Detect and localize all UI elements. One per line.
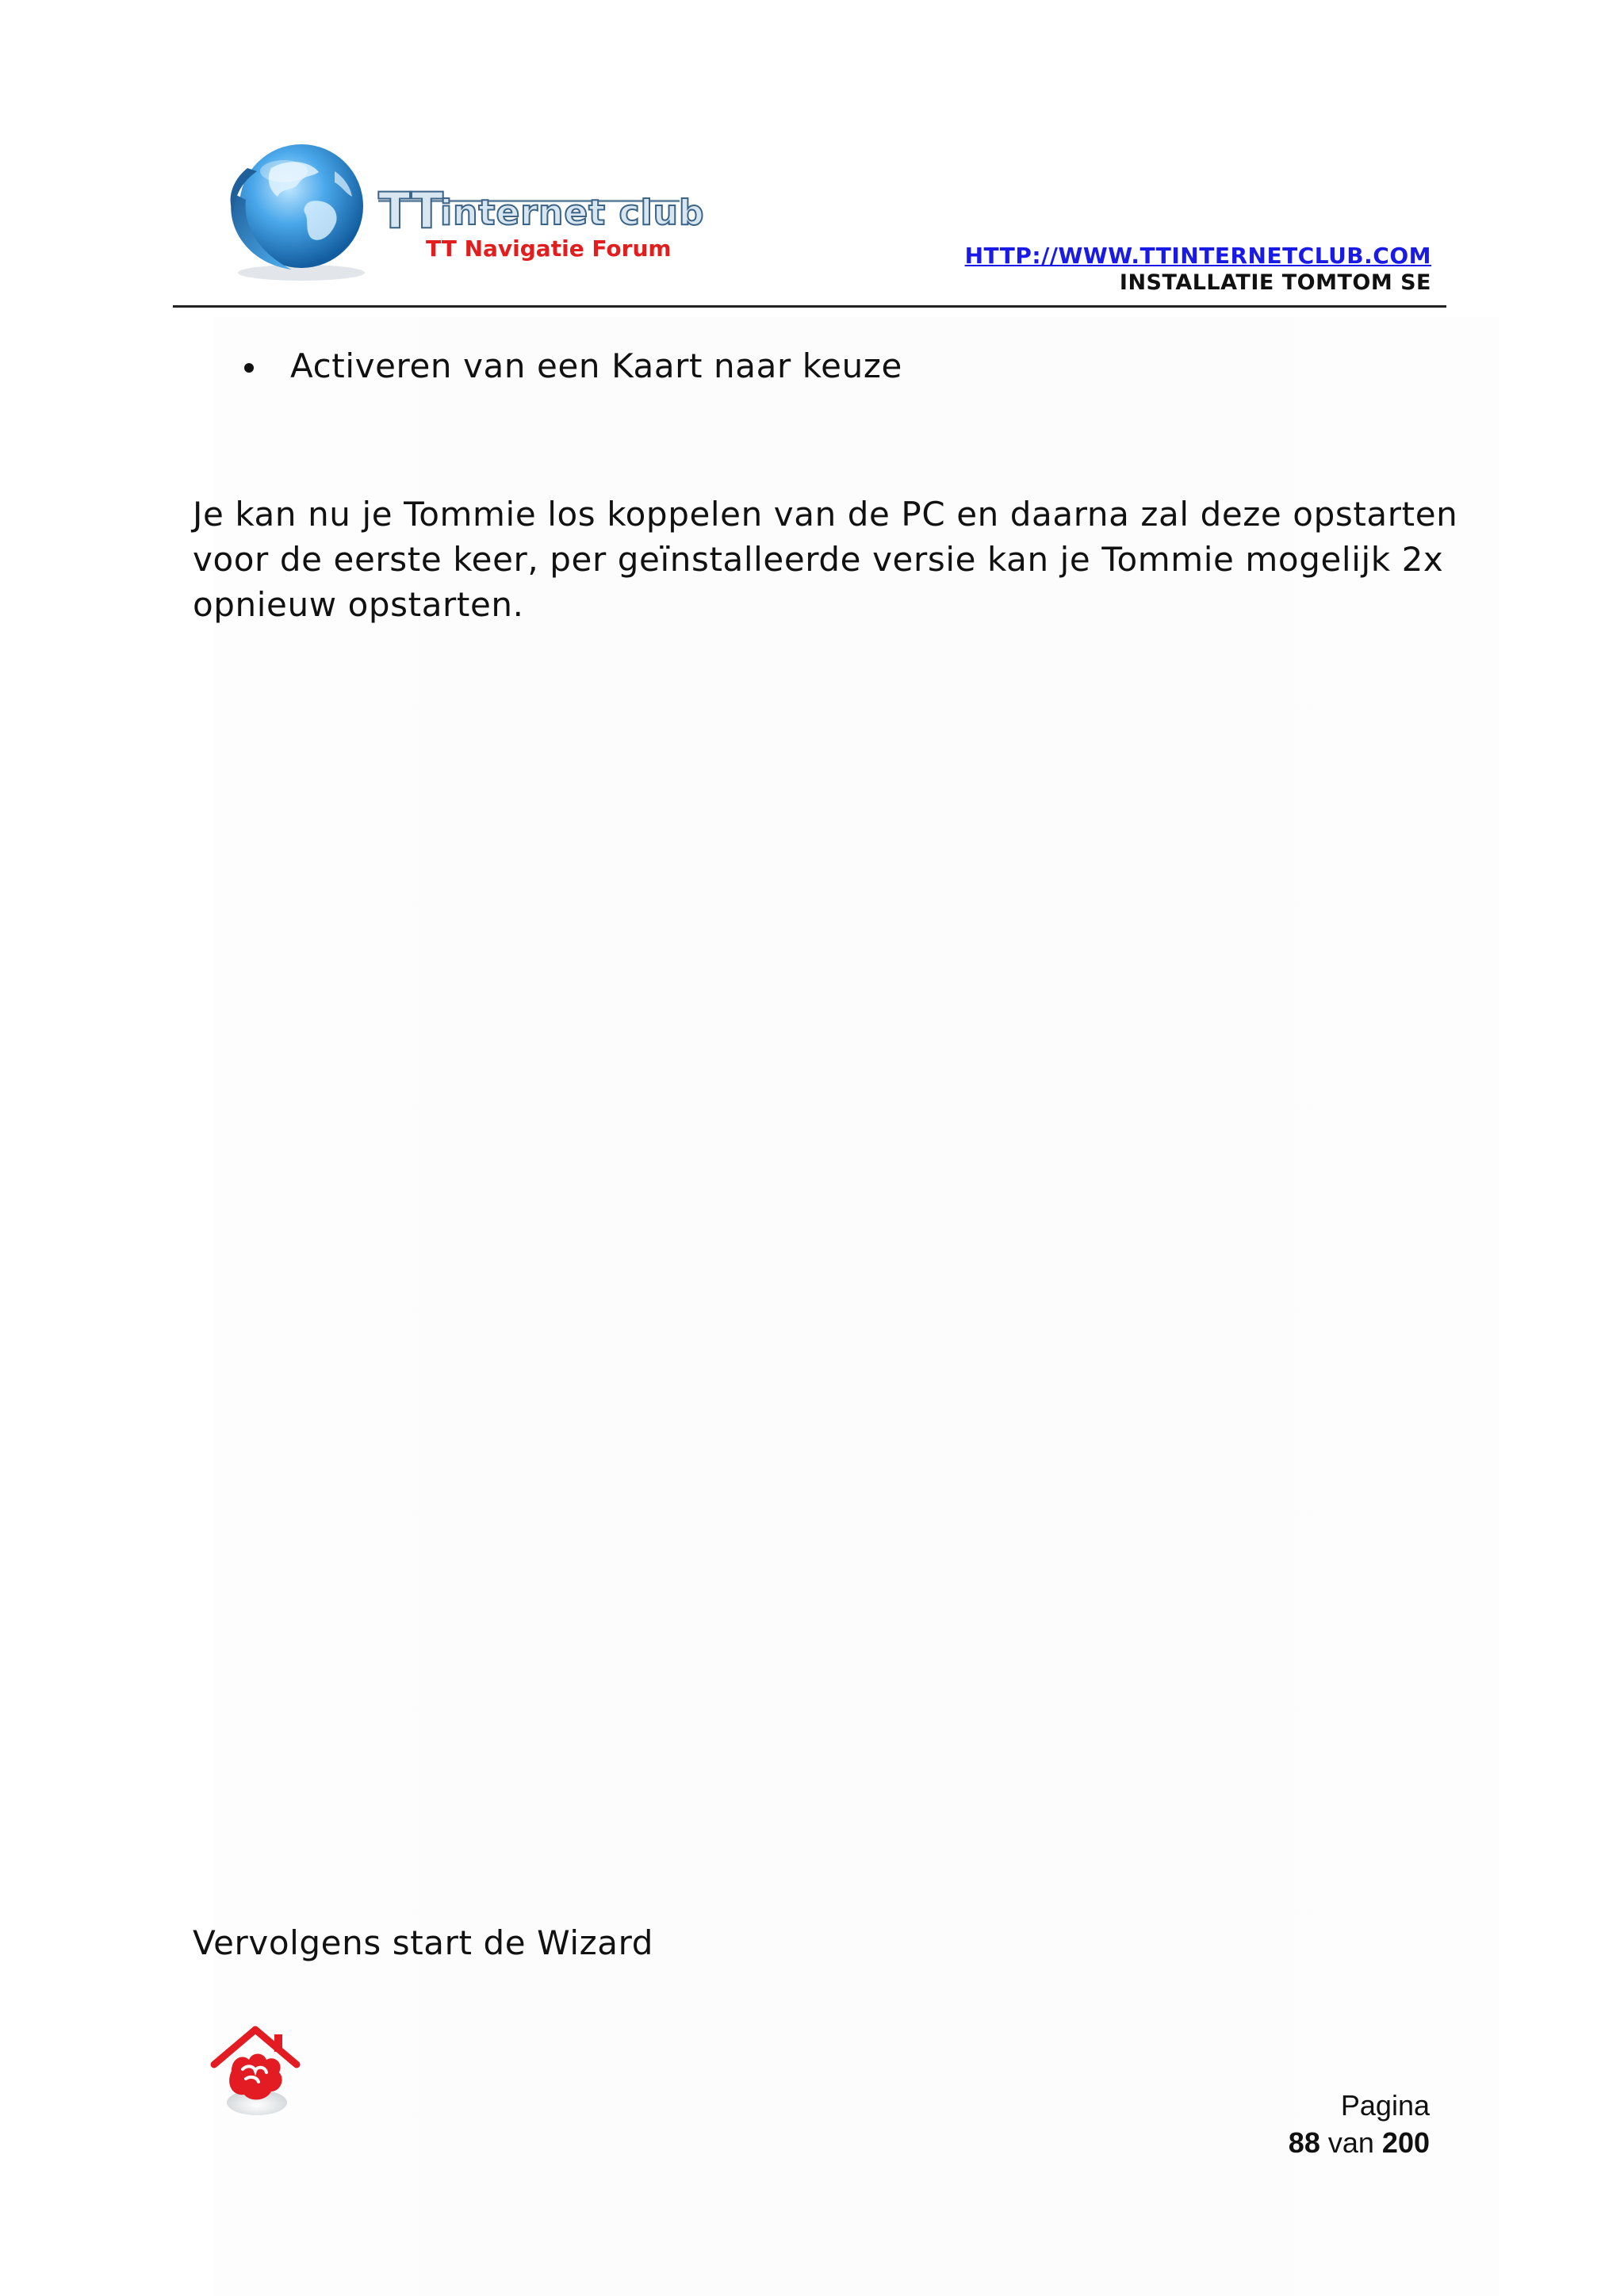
logo-wordmark-rest: internet club [440, 193, 705, 233]
wizard-paragraph: Vervolgens start de Wizard [193, 1923, 654, 1962]
paragraph-line: opnieuw opstarten. [193, 585, 524, 624]
page-current: 88 [1288, 2126, 1320, 2159]
logo-wordmark [378, 182, 705, 239]
site-url-link[interactable]: HTTP://WWW.TTINTERNETCLUB.COM [964, 243, 1431, 269]
tomtom-home-icon [208, 2023, 303, 2120]
paragraph-line: Je kan nu je Tommie los koppelen van de PC en daarna zal deze opstarten [193, 495, 1458, 534]
page-count [1289, 2126, 1430, 2159]
bullet-item [238, 342, 902, 390]
bullet-dot-icon [244, 363, 254, 373]
document-title: INSTALLATIE TOMTOM SE [1119, 270, 1431, 295]
bullet-list [238, 342, 902, 390]
header-divider [173, 305, 1446, 308]
page-header-right [965, 243, 1431, 297]
globe-icon [216, 136, 374, 287]
page-label: Pagina [1340, 2089, 1430, 2122]
logo-subtitle: TT Navigatie Forum [426, 235, 672, 262]
page-separator: van [1327, 2126, 1374, 2159]
tt-internet-club-logo [216, 136, 705, 287]
paragraph-line: voor de eerste keer, per geïnstalleerde versie kan je Tommie mogelijk 2x [193, 540, 1444, 579]
page-total: 200 [1381, 2126, 1430, 2159]
page-number [1289, 2087, 1430, 2161]
instruction-paragraph [193, 492, 1477, 627]
bullet-text: Activeren van een Kaart naar keuze [290, 346, 902, 385]
logo-wordmark-tt: TT [378, 182, 441, 239]
